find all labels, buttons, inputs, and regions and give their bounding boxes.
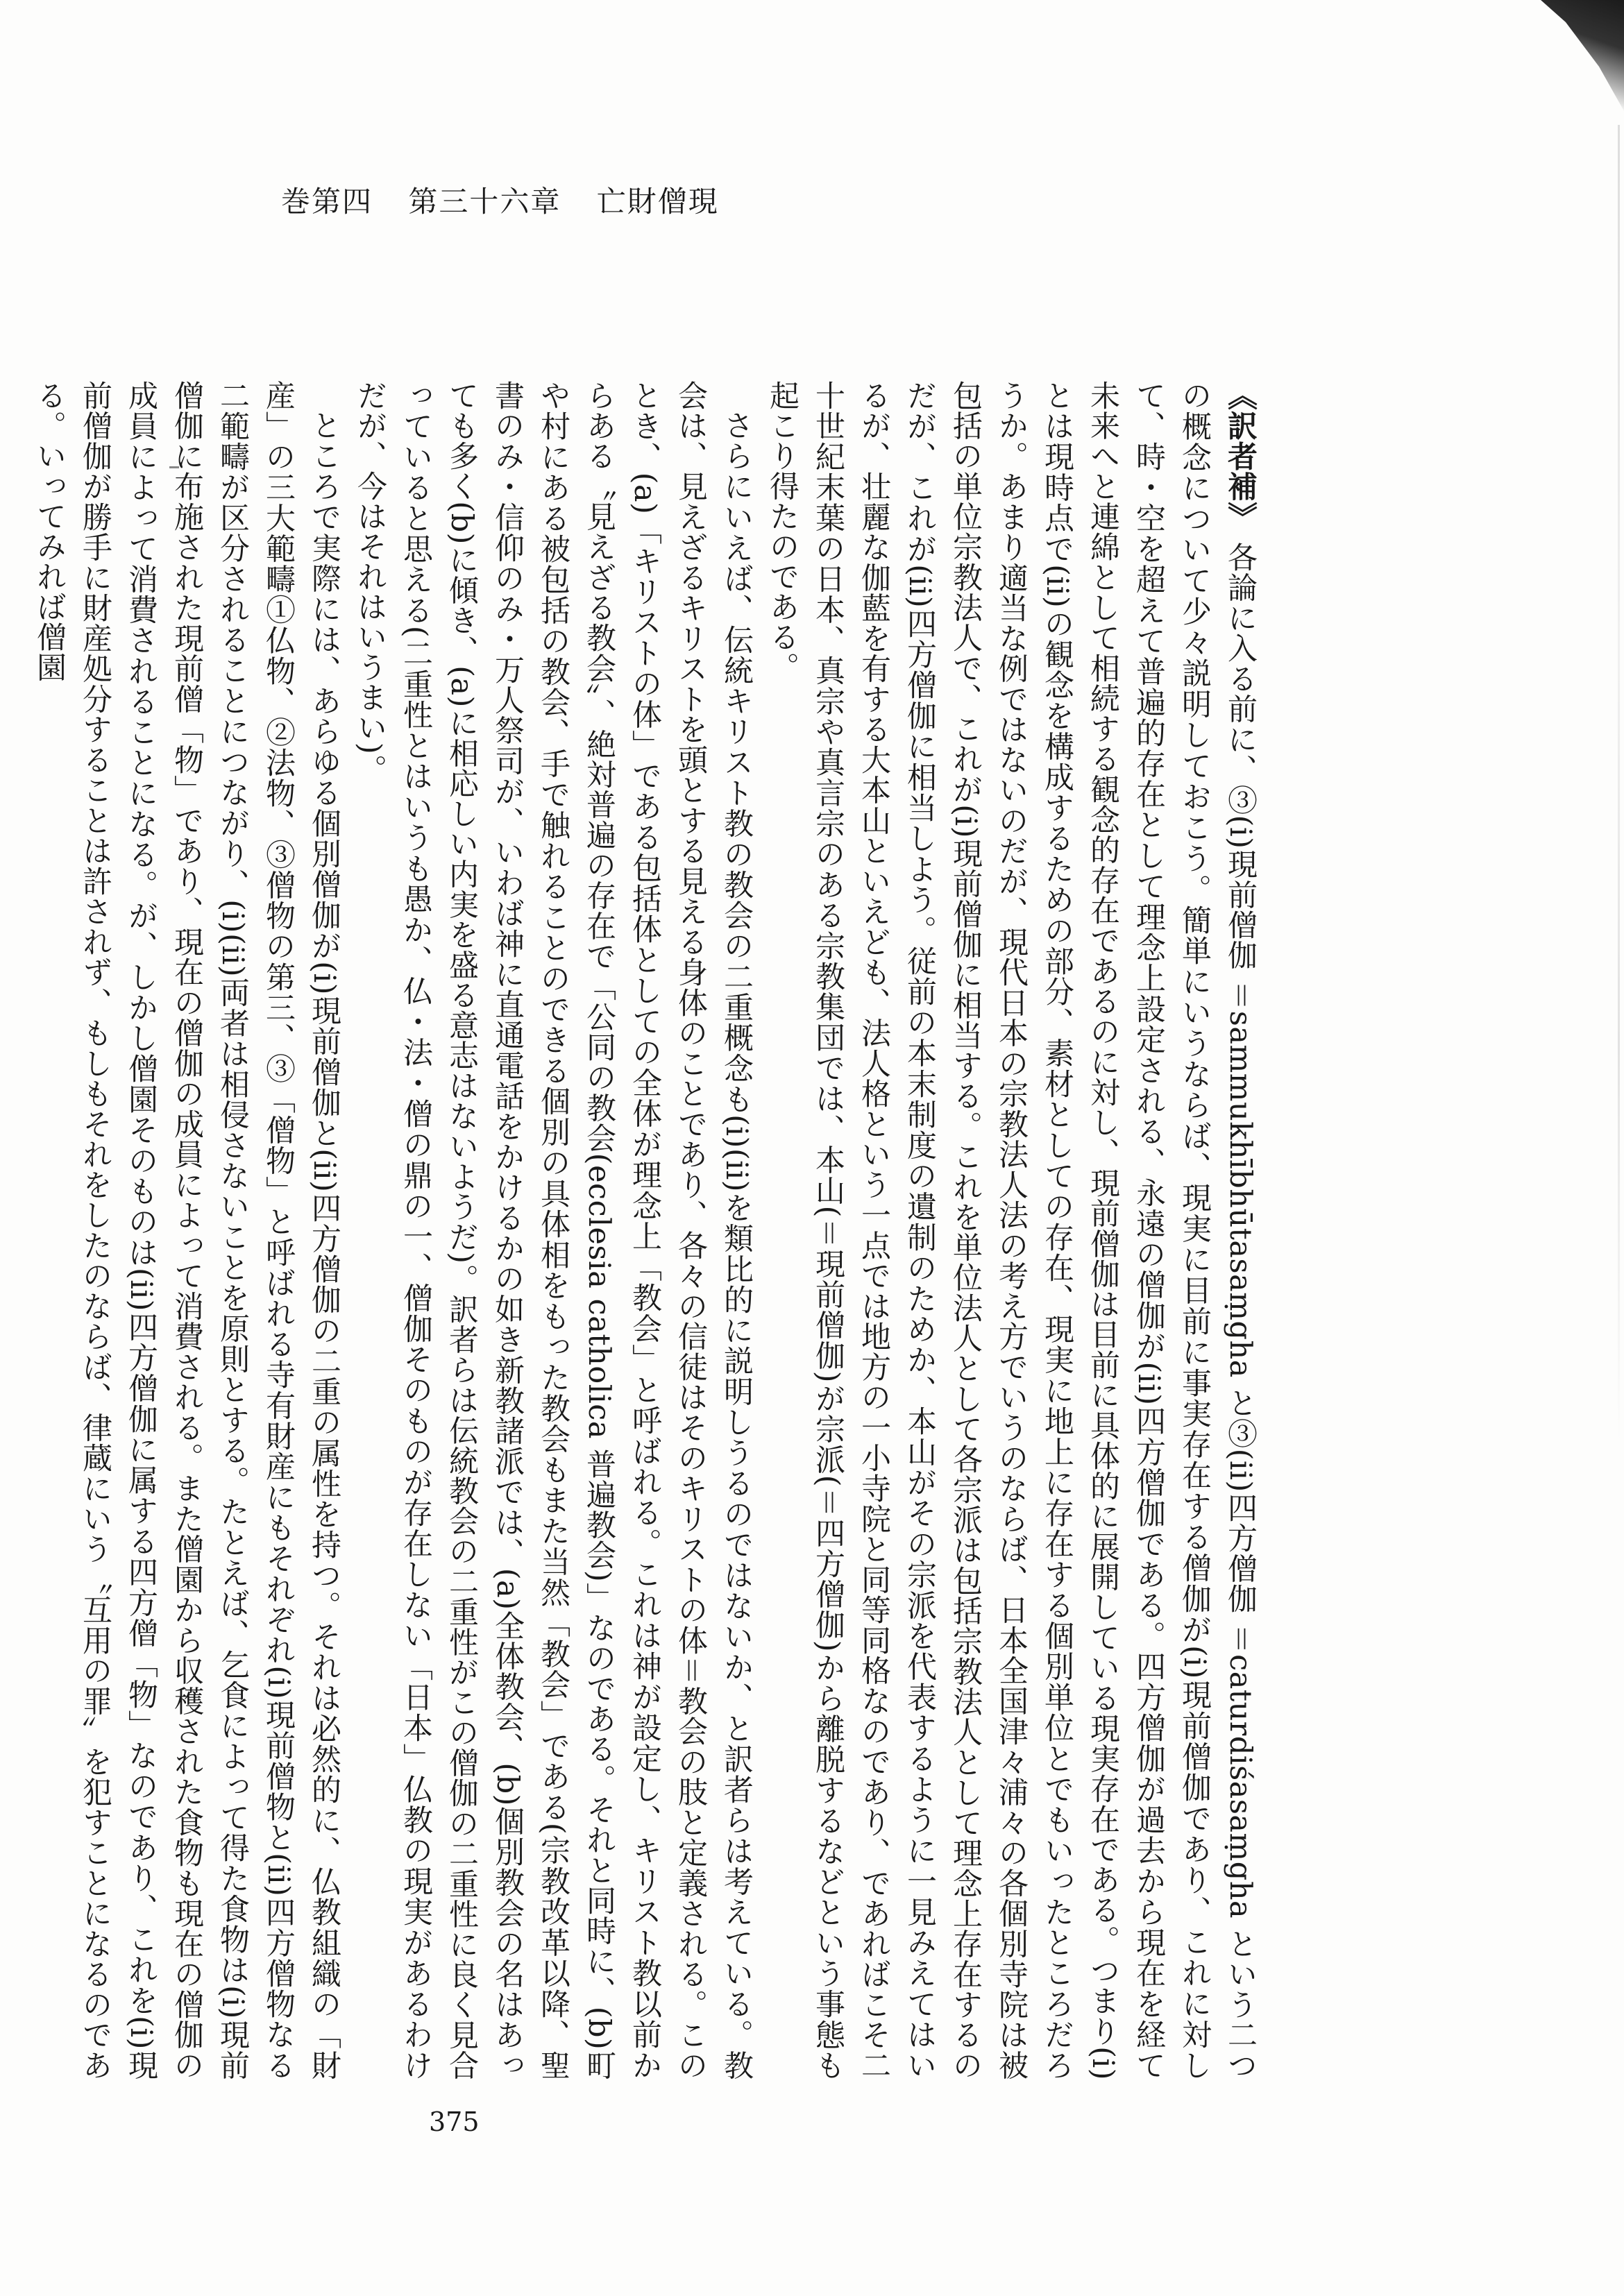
paragraph-2: さらにいえば、伝統キリスト教の教会の二重概念も(i)(ii)を類比的に説明しうるのではないか、と訳者らは考えている。教会は、見えざるキリストを頭とする見える身体のことであり、各々の信徒はそのキリストの体＝教会の肢と定義される。このとき、(a)「キリストの体」である包括体としての全体が理念上「教会」と呼ばれる。これは神が設定し、キリスト教以前からある〝見えざる教会〟、絶対普遍の存在で「公同の教会(ecclesia catholica 普遍教会)」なのである。それと同時に、(b)町や村にある被包括の教会、手で触れることのできる個別の具体相をもった教会もまた当然「教会」である(宗教改革以降、聖書のみ・信仰のみ・万人祭司が、いわば神に直通電話をかけるかの如き新教諸派では、(a)全体教会、(b)個別教会の名はあっても多く(b)に傾き、(a)に相応しい内実を盛る意志はないようだ)。訳者らは伝統教会の二重性がこの僧伽の二重性に良く見合っていると思える(二重性とはいうも愚か、仏・法・僧の鼎の一、僧伽そのものが存在しない「日本」仏教の現実があるわけだが、今はそれはいうまい)。 [353,380,754,2080]
paragraph-1-text: 各論に入る前に、③(i)現前僧伽 ＝sammukhībhūtasaṃgha と③(ii)四方僧伽 ＝caturdiśasaṃgha という二つの概念について少々説明しておこう。簡単にいうならば、現実に目前に事実存在する僧伽が(i)現前僧伽であり、これに対して、時・空を超えて普遍的存在として理念上設定される、永遠の僧伽が(ii)四方僧伽である。四方僧伽が過去から現在を経て未来へと連綿として相続する観念的存在であるのに対し、現前僧伽は目前に具体的に展開している現実存在である。つまり(i)とは現時点で(ii)の観念を構成するための部分、素材としての存在、現実に地上に存在する個別単位とでもいったところだろうか。あまり適当な例ではないのだが、現代日本の宗教法人法の考え方でいうのならば、日本全国津々浦々の各個別寺院は被包括の単位宗教法人で、これが(i)現前僧伽に相当する。これを単位法人として各宗派は包括宗教法人として理念上存在するのだが、これが(ii)四方僧伽に相当しよう。従前の本末制度の遺制のためか、本山がその宗派を代表するように一見みえてはいるが、壮麗な伽藍を有する大本山といえども、法人格という一点では地方の一小寺院と同等同格なのであり、であればこそ二十世紀末葉の日本、真宗や真言宗のある宗教集団では、本山(＝現前僧伽)が宗派(＝四方僧伽)から離脱するなどという事態も起こり得たのである。 [765,380,1258,2080]
translator-note-label: 《訳者補》 [1223,380,1258,532]
header-chapter: 第三十六章 [408,185,561,219]
paragraph-3: ところで実際には、あらゆる個別僧伽が(i)現前僧伽と(ii)四方僧伽の二重の属性を持つ。それは必然的に、仏教組織の「財産」の三大範疇①仏物、②法物、③僧物の第三、③「僧物」と呼ばれる寺有財産にもそれぞれ(i)現前僧物と(ii)四方僧物なる二範疇が区分されることにつながり、(i)(ii)両者は相侵さないことを原則とする。たとえば、乞食によって得た食物は(i)現前僧伽に布施された現前僧「物」であり、現在の僧伽の成員によって消費される。また僧園から収穫された食物も現在の僧伽の成員によって消費されることになる。が、しかし僧園そのものは(ii)四方僧伽に属する四方僧「物」なのであり、これを(i)現前僧伽が勝手に財産処分することは許されず、もしもそれをしたのならば、律蔵にいう〝互用の罪〟を犯すことになるのである。いってみれば僧園 [32,380,341,2080]
header-volume: 巻第四 [281,185,373,219]
header-title: 亡財僧現 [596,185,719,219]
running-header [281,179,719,221]
body-text [32,380,1263,2080]
paragraph-1 [759,380,1263,2080]
scan-edge-line [1618,125,1620,1443]
page-number: 375 [429,2107,480,2137]
scan-shadow [1541,0,1624,111]
